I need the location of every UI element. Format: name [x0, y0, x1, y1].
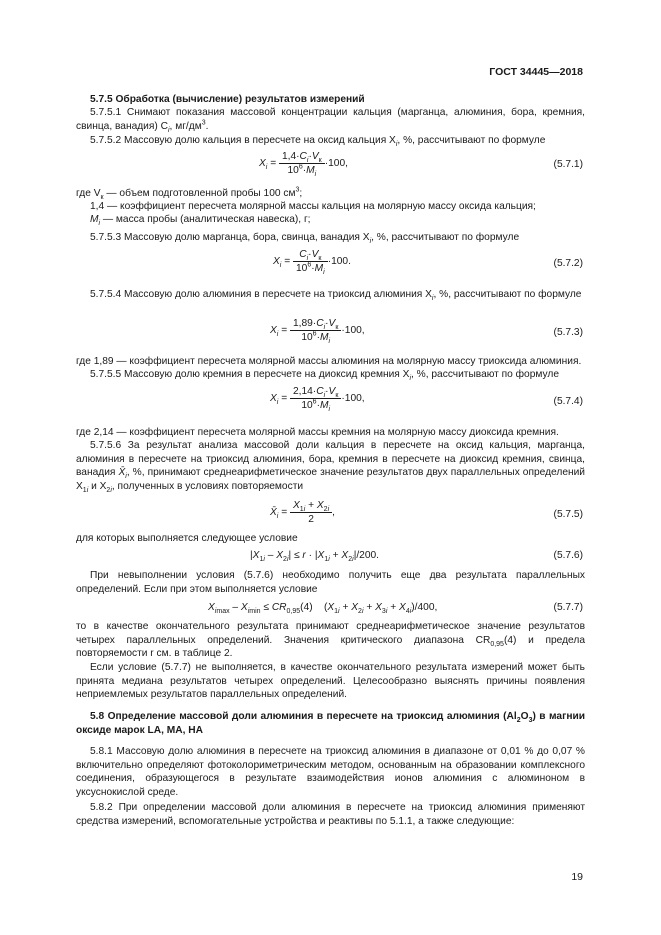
equation-number-5-7-5: (5.7.5)	[553, 509, 583, 520]
paragraph-median: Если условие (5.7.7) не выполняется, в качестве окончательного результата измерений может быть принята медиана результатов четырех определений. Целесообразно выяснять причины появления неприемлемых результатов параллельных определений.	[76, 662, 585, 701]
section-5-7-5-title: 5.7.5 Обработка (вычисление) результатов измерений	[90, 94, 365, 105]
paragraph-5-7-5-2: 5.7.5.2 Массовую долю кальция в пересчете на оксид кальция $X_i$, %, рассчитывают по формуле	[90, 135, 546, 149]
where-coefficient-1-89: где 1,89 — коэффициент пересчета молярной массы алюминия на молярную массу триоксида алюминия.	[76, 356, 582, 367]
paragraph-repeat-determinations: При невыполнении условия (5.7.6) необходимо получить еще два результата параллельных определений. Если при этом выполняется условие	[76, 570, 585, 595]
equation-number-5-7-7: (5.7.7)	[553, 602, 583, 613]
section-5-8-title: 5.8 Определение массовой доли алюминия в пересчете на триоксид алюминия $(Al_2O_3)$ в магнии оксиде марок LA, MA, HA	[76, 711, 586, 736]
equation-number-5-7-6: (5.7.6)	[553, 550, 583, 561]
formula-5-7-2: $X_i$ = $\frac{C_i\cdot V_к}{10^6\cdot M_i}$ ·100.	[273, 249, 351, 277]
paragraph-5-8-2: 5.8.2 При определении массовой доли алюминия в пересчете на триоксид алюминия применяют средства измерений, вспомогательные устройства и реактивы по 5.1.1, а также следующие:	[76, 802, 585, 827]
paragraph-5-7-5-5: 5.7.5.5 Массовую долю кремния в пересчете на диоксид кремния $X_i$, %, рассчитывают по формуле	[90, 369, 559, 383]
document-header: ГОСТ 34445—2018	[489, 66, 583, 78]
formula-5-7-1: $X_i$ = $\frac{1,4\cdot C_i\cdot V_к}{10^6\cdot M_i}$ ·100,	[259, 151, 348, 179]
formula-5-7-5: $X̄_i$ = $\frac{X_{1i} + X_{2i}}{2}$ ,	[270, 500, 335, 525]
paragraph-5-8-1: 5.8.1 Массовую долю алюминия в пересчете на триоксид алюминия в диапазоне от 0,01 % до 0,07 % включительно определяют фотоколориметрическим методом, основанным на образовании комплексного соединения, образующегося в результате взаимодействия ионов алюминия с алюминоном в уксуснокислой среде.	[76, 746, 585, 798]
formula-5-7-3: $X_i$ = $\frac{1,89\cdot C_i\cdot V_к}{10^6\cdot M_i}$ ·100,	[270, 318, 365, 346]
where-coefficient-2-14: где 2,14 — коэффициент пересчета молярной массы кремния на молярную массу диоксида кремния.	[76, 427, 559, 438]
equation-number-5-7-1: (5.7.1)	[553, 159, 583, 170]
where-mass: $M_i$ — масса пробы (аналитическая навеска), г;	[90, 214, 311, 228]
paragraph-5-7-5-3: 5.7.5.3 Массовую долю марганца, бора, свинца, ванадия $X_i$, %, рассчитывают по формуле	[90, 232, 520, 246]
where-volume: где $V_к$ — объем подготовленной пробы 100 $см^3$;	[76, 186, 303, 202]
paragraph-5-7-5-4: 5.7.5.4 Массовую долю алюминия в пересчете на триоксид алюминия $X_i$, %, рассчитывают по формуле	[90, 289, 582, 303]
formula-5-7-4: $X_i$ = $\frac{2,14\cdot C_i\cdot V_к}{10^6\cdot M_i}$ ·100,	[270, 386, 365, 414]
where-coefficient-1-4: 1,4 — коэффициент пересчета молярной массы кальция на молярную массу оксида кальция;	[90, 201, 536, 212]
formula-5-7-6: $|X_{1i} - X_{2i}| \le r \cdot |X_{1i} + X_{2i}|/200$.	[250, 550, 379, 564]
page-number: 19	[571, 871, 583, 883]
paragraph-5-7-5-1: 5.7.5.1 Снимают показания массовой концентрации кальция (марганца, алюминия, бора, кремния, свинца, ванадия) $C_i$, $мг/дм^3$.	[76, 107, 585, 134]
equation-number-5-7-2: (5.7.2)	[553, 258, 583, 269]
equation-number-5-7-3: (5.7.3)	[553, 327, 583, 338]
equation-number-5-7-4: (5.7.4)	[553, 396, 583, 407]
paragraph-5-7-5-6: 5.7.5.6 За результат анализа массовой доли кальция в пересчете на оксид кальция, марганца, алюминия в пересчете на триоксид алюминия, бора, кремния в пересчете на диоксид кремния, свинца, ванадия $X̄_i$, %, принимают среднеарифметическое значение результатов двух параллельных определений $X_{1i}$ и $X_{2i}$, полученных в условиях повторяемости	[76, 440, 585, 494]
condition-intro: для которых выполняется следующее условие	[76, 533, 298, 544]
formula-5-7-7: $X_{imax} - X_{imin} \le CR_{0,95}(4)$ $(X_{1i} + X_{2i} + X_{3i} + X_{4i})/400$,	[208, 602, 438, 616]
paragraph-final-result: то в качестве окончательного результата принимают среднеарифметическое значение результатов четырех параллельных определений. Значения критического диапазона $CR_{0,95}(4)$ и предела повторяемости r см. в таблице 2.	[76, 621, 585, 660]
